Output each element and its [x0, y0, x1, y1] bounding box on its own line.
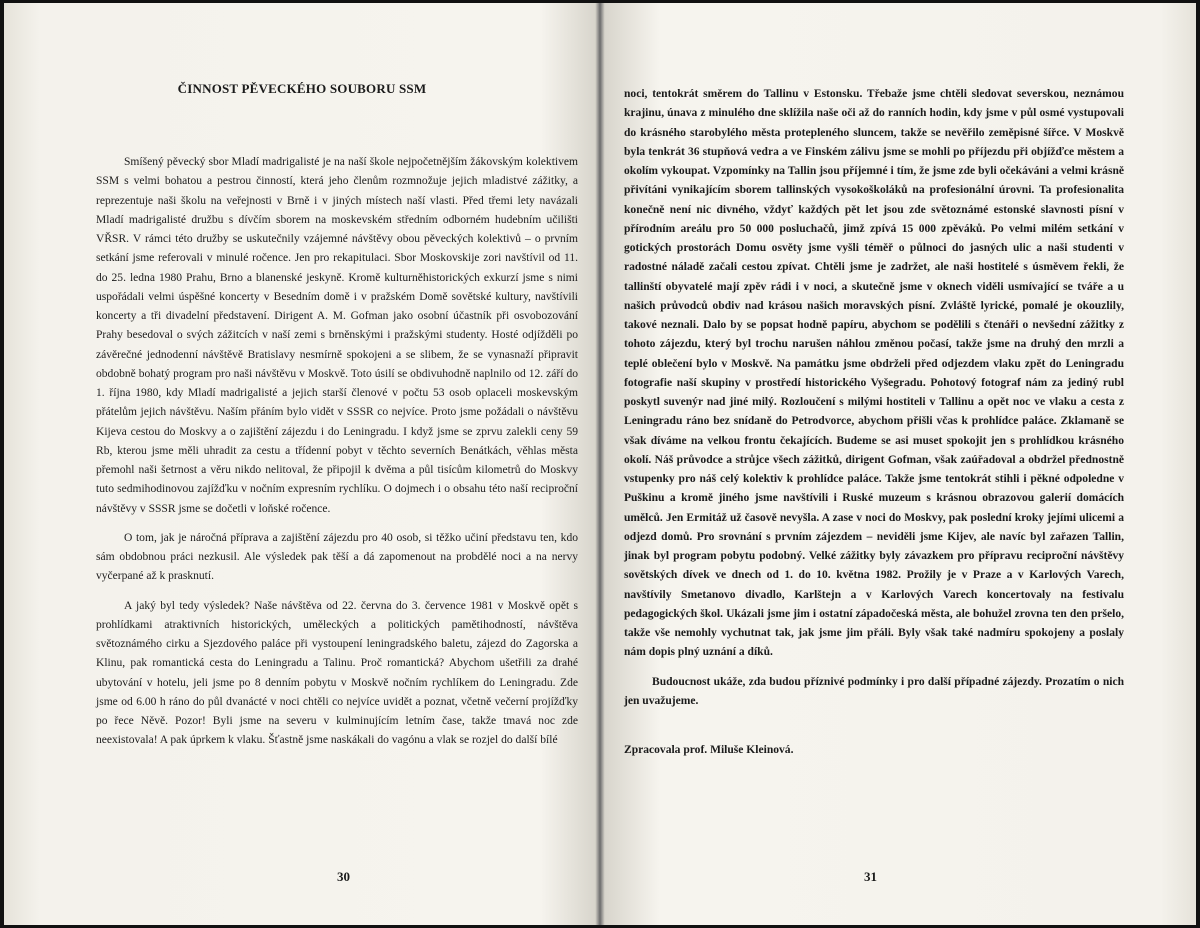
left-page — [4, 3, 600, 928]
right-page — [604, 3, 1200, 928]
paragraph: O tom, jak je náročná příprava a zajištění zájezdu pro 40 osob, si těžko učiní představu ten, kdo sám obdobnou práci nezkusil. Ale výsledek pak těší a dá zapomenout na probdělé noci a na nervy vyčerpané až k prasknutí. — [96, 531, 578, 583]
signature: Zpracovala prof. Miluše Kleinová. — [624, 744, 794, 756]
page-number: 30 — [337, 869, 350, 884]
paragraph: A jaký byl tedy výsledek? Naše návštěva od 22. června do 3. července 1981 v Moskvě opět s prohlídkami atraktivních historických, uměleckých a politických pamětihodností, návštěva světoznámého cirku a Sjezdového paláce při vystoupení leningradského baletu, zájezd do Zagorska a Klinu, pak romantická cesta do Leningradu a Talinu. Proč romantická? Abychom ušetřili za drahé ubytování v hotelu, jeli jsme po 8 denním pobytu v Moskvě nočním rychlíkem do Leningradu. Zde jsme od 6.00 h ráno do půl dvanácté v noci chtěli co nejvíce uvidět a poznat, včetně večerní projížďky po řece Něvě. Pozor! Byli jsme na severu v kulminujícím letním čase, takže tmavá noc zde neexistovala! A pak úprkem k vlaku. Šťastně jsme naskákali do vagónu a vlak se rozjel do další bílé — [96, 599, 578, 747]
left-page-text — [96, 153, 578, 751]
paragraph: noci, tentokrát směrem do Tallinu v Estonsku. Třebaže jsme chtěli sledovat severskou, neznámou krajinu, únava z minulého dne sklížila naše oči až do ranních hodin, kdy jsme v půl osmé vystupovali do krásného starobylého města proteplеného sluncem, takže se nevěřilo zeměpisné šířce. V Moskvě byla tenkrát 36 stupňová vedra a ve Finském zálivu jsme se mohli po příjezdu při objížďce městem a okolím vykoupat. Vzpomínky na Tallin jsou příjemné i tím, že jsme zde byli očekáváni a velmi krásně přivítáni vynikajícím sborem tallinských vysokoškoláků na profesionální úrovni. Ta profesionalita konečně není nic divného, vždyť každých pět let jsou zde světoznámé estonské slavnosti písní v přírodním areálu pro 50 000 posluchačů, jimž zpívá 15 000 zpěváků. Po velmi milém setkání v gotických prostorách Domu osvěty jsme vyšli téměř o půlnoci do jasných ulic a naši studenti v radostné náladě začali cestou zpívat. Chtěli jsme je zadržet, ale naši hostitelé s úsměvem řekli, že tallinští obyvatelé mají zpěv rádi i v noci, a skutečně jsme v oknech viděli usmívající se tváře a u našich průvodců obdiv nad krásou našich moravských písní. Zvláště lyrické, pomalé je okouzlily, takové neznali. Dalo by se popsat hodně papíru, abychom se podělili s čtenáři o nevšední zážitky z tohoto zájezdu, který byl trochu narušen náhlou změnou počasí, takže jsme na druhý den mrzli a teplé oblečení bylo v Moskvě. Na památku jsme obdrželi před odjezdem vlaku zpět do Leningradu fotografie naší skupiny v prostředí historického Vyšegradu. Pohotový fotograf nám za jediný rubl poskytl suvenýr nad jiné milý. Rozloučení s milými hostiteli v Tallinu a opět noc ve vlaku a cesta z Leningradu ráno bez snídaně do Petrodvorce, abychom přišli včas k prohlídce paláce. Zklamaně se však díváme na velkou frontu čekajících. Budeme se asi muset spokojit jen s prohlídkou krásného okolí. Náš průvodce a strůjce všech zážitků, dirigent Gofman, však zaúřadoval a obdržel přednostně vstupenky pro náš celý kolektiv k prohlídce paláce. Takže jsme tentokrát stihli i pěkné odpoledne v Puškinu a kromě jiného jsme navštívili i Ruské muzeum s krásnou obrazovou galerií domácích umělců. Jen Ermitáž už časově nevyšla. A zase v noci do Moskvy, pak poslední kroky jejími ulicemi a odjezd domů. Pro srovnání s prvním zájezdem – neviděli jsme Kijev, ale navíc byl zařazen Tallin, jinak byl program pobytu podobný. Velké zážitky byly závazkem pro přípravu reciproční návštěvy sovětských dívek ve dnech od 1. do 10. května 1982. Prožily je v Praze a v Karlových Varech, navštívily Smetanovo divadlo, Karlštejn a v Karlových Varech koncertovaly na festivalu pedagogických škol. Ukázali jsme jim i ostatní západočeská města, ale bohužel zrovna ten den pršelo, takže vše nemohly vychutnat tak, jak jsme jim přáli. Byly však také nadmíru spokojeny a poslaly nám dopis plný uznání a díků. — [624, 88, 1124, 659]
page-number: 31 — [864, 869, 877, 884]
paragraph: Smíšený pěvecký sbor Mladí madrigalisté je na naší škole nejpočetnějším žákovským kolektivem SSM s velmi bohatou a pestrou činností, která jeho členům rozmnožuje jejich mladistvé zážitky, a reprezentuje naši školu na veřejnosti v Brně i v jiných místech naší vlasti. Před třemi lety navázali Mladí madrigalisté družbu s dívčím sborem na moskevském středním odborném hudebním učilišti VŘSR. V rámci této družby se uskutečnily vzájemné návštěvy obou pěveckých kolektivů – o prvním setkání jsme referovali v minulé ročence. Jen pro rekapitulaci. Sbor Moskovskije zori navštívil od 11. do 25. ledna 1980 Prahu, Brno a blanenské jeskyně. Kromě kulturněhistorických exkurzí jsme s nimi uspořádali velmi úspěšné koncerty v Besedním domě i v pražském Domě sovětské kultury, navštívili koncerty a tři divadelní představení. Dirigent A. M. Gofman jako osobní účastník při osvobozování Prahy besedoval o svých zážitcích v naší zemi s brněnskými i pražskými studenty. Hosté odjížděli po závěrečné jednodenní návštěvě Bratislavy nesmírně spokojeni a se slibem, že se vynasnaží připravit obdobně bohatý program pro naši návštěvu v Moskvě. Toto úsilí se obdivuhodně naplnilo od 12. září do 1. října 1980, kdy Mladí madrigalisté a jejich starší členové v počtu 53 osob oplaceli moskevským přátelům jejich návštěvu. Naším přáním bylo vidět v SSSR co nejvíce. Proto jsme požádali o návštěvu Kijeva cestou do Moskvy a o zajištění zájezdu i do Leningradu. I když jsme se zprvu zalekli ceny 59 Rb, kterou jsme měli uhradit za cestu a třídenní pobyt v těchto severních Benátkách, věhlas města přemohl naši šetrnost a věru nikdo nelitoval, že připojil k dvěma a půl tisícům kilometrů do Moskvy tuto sedmihodinovou zajížďku v nočním expresním rychlíku. O dojmech i o obsahu této naší reciproční návštěvy v SSSR jsme se dočetli v loňské ročence. — [96, 156, 578, 515]
right-page-text — [624, 85, 1124, 760]
article-title: ČINNOST PĚVECKÉHO SOUBORU SSM — [177, 81, 427, 96]
paragraph: Budoucnost ukáže, zda budou příznivé podmínky i pro další případné zájezdy. Prozatím o nich jen uvažujeme. — [624, 675, 1124, 707]
